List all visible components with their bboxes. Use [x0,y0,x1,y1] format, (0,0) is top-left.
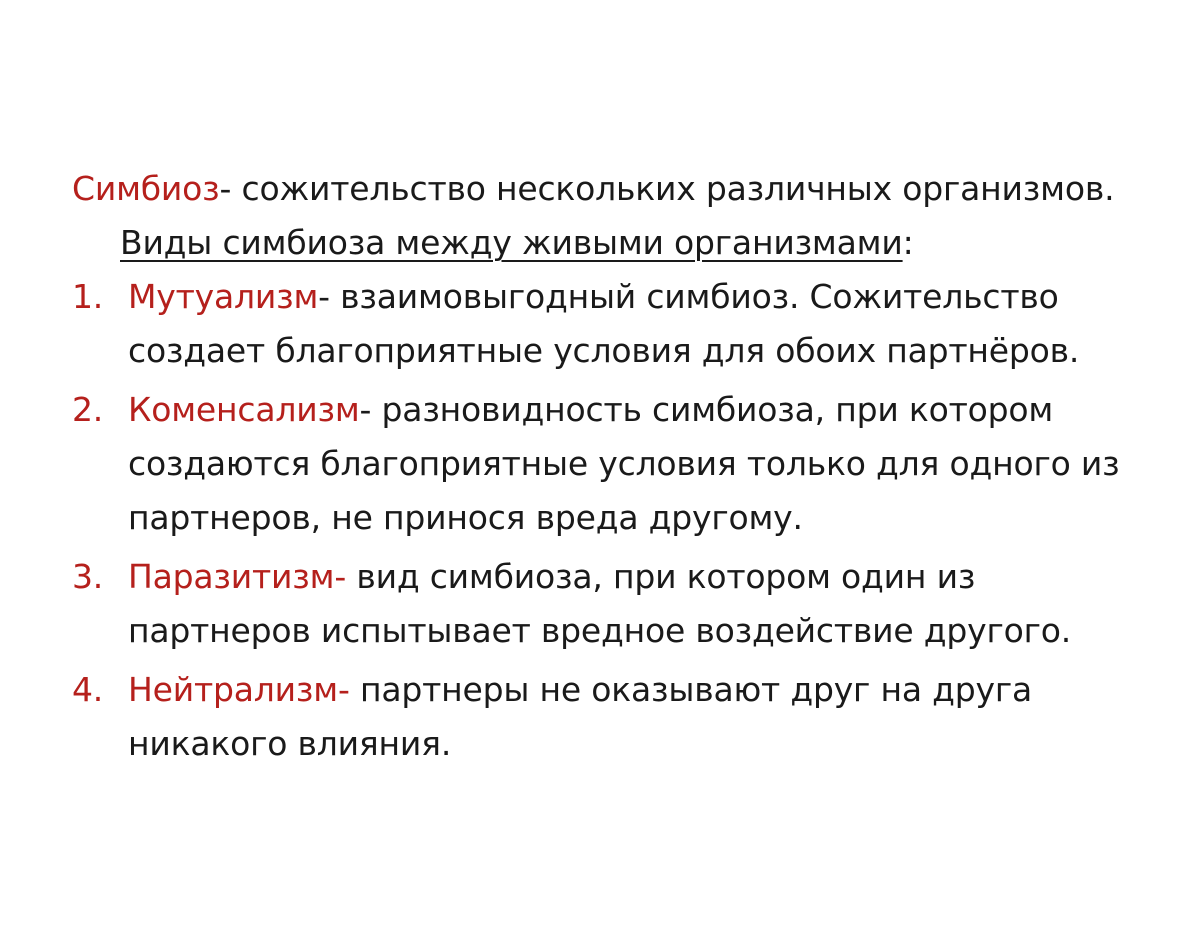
list-item-term: Мутуализм [128,277,319,316]
list-item-commensalism [72,383,1132,545]
list-item-number: 1. [72,277,104,316]
list-item-term: Коменсализм [128,390,360,429]
list-item-definition: - взаимовыгодный симбиоз. Сожительство создает благоприятные условия для обоих партнёров. [128,277,1080,370]
list-item-definition: партнеры не оказывают друг на друга никакого влияния. [128,670,1033,763]
slide-content [72,162,1132,776]
types-heading-colon: : [902,223,914,262]
types-heading [120,216,1132,270]
list-item-number: 4. [72,670,104,709]
list-item-definition: вид симбиоза, при котором один из партнеров испытывает вредное воздействие другого. [128,557,1072,650]
intro-term: Симбиоз [72,169,220,208]
list-item-neutralism [72,663,1132,771]
list-item-mutualism [72,270,1132,378]
intro-paragraph [72,162,1132,216]
types-heading-text: Виды симбиоза между живыми организмами [120,223,903,262]
list-item-number: 3. [72,557,104,596]
intro-definition: - сожительство нескольких различных организмов. [219,169,1115,208]
list-item-term: Паразитизм- [128,557,347,596]
list-item-definition: - разновидность симбиоза, при котором создаются благоприятные условия только для одного из партнеров, не принося вреда другому. [128,390,1120,537]
list-item-number: 2. [72,390,104,429]
symbiosis-types-list [72,270,1132,771]
list-item-term: Нейтрализм- [128,670,350,709]
list-item-parasitism [72,550,1132,658]
